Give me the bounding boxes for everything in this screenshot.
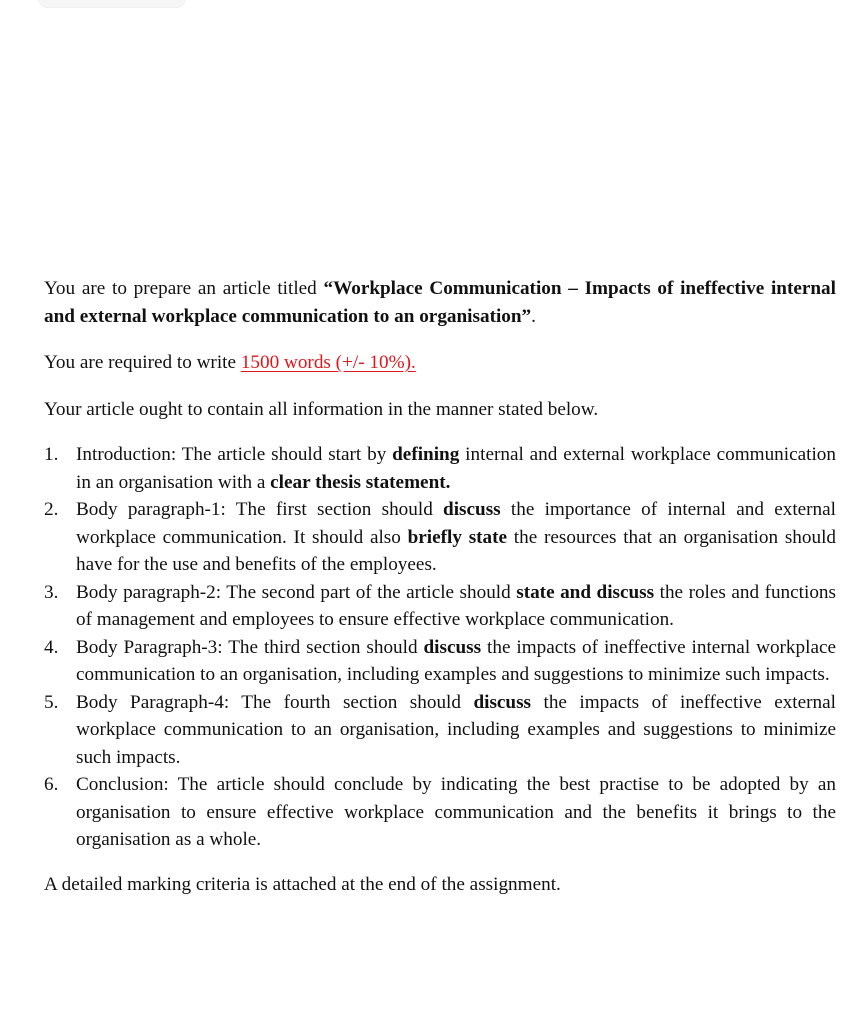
- list-item-text: the importance of internal and external workplace communication. It should also: [76, 499, 836, 548]
- list-item-number: 5.: [44, 691, 59, 713]
- word-count-link[interactable]: 1500 words (+/- 10%).: [240, 352, 416, 373]
- word-requirement-paragraph: [44, 349, 836, 377]
- list-item: [44, 441, 836, 496]
- section-list: [44, 441, 836, 854]
- list-item-text: Introduction: The article should start by: [76, 444, 393, 465]
- list-item-bold: discuss: [443, 499, 501, 520]
- list-item-number: 6.: [44, 774, 59, 795]
- article-title: “Workplace Communication – Impacts of ineffective internal and external workplace communication to an organisation”: [44, 278, 836, 327]
- list-item-text: the resources that an organisation should have for the use and benefits of the employees.: [76, 526, 836, 575]
- instruction-paragraph: Your article ought to contain all information in the manner stated below.: [44, 398, 599, 420]
- top-tab-fragment: [38, 0, 186, 8]
- list-item: [44, 634, 836, 689]
- list-item-text: the impacts of ineffective internal workplace communication to an organisation, including examples and suggestions to minimize such impacts.: [76, 636, 836, 685]
- list-item-number: 4.: [44, 636, 59, 658]
- article-intro-paragraph: [44, 275, 836, 330]
- list-item-bold: discuss: [423, 636, 482, 658]
- list-item-bold: discuss: [473, 691, 532, 713]
- intro-prefix: You are to prepare an article titled: [44, 278, 324, 299]
- assignment-document: [44, 275, 836, 898]
- list-item: [44, 689, 836, 772]
- list-item: [44, 771, 836, 854]
- list-item-text: Body paragraph-2: The second part of the article should: [76, 581, 517, 603]
- list-item-text: Body Paragraph-4: The fourth section should: [76, 691, 474, 713]
- closing-paragraph: A detailed marking criteria is attached at the end of the assignment.: [44, 873, 561, 895]
- list-item-text: Body paragraph-1: The first section should: [76, 499, 444, 520]
- list-item-number: 3.: [44, 581, 59, 603]
- list-item-text: Body Paragraph-3: The third section should: [76, 636, 424, 658]
- list-item-number: 1.: [44, 444, 59, 465]
- list-item-bold: state and discuss: [516, 581, 655, 603]
- list-item-text: the impacts of ineffective external workplace communication to an organisation, including examples and suggestions to minimize such impacts.: [76, 691, 836, 768]
- list-item-text: the roles and functions of management and employees to ensure effective workplace communication.: [76, 581, 836, 630]
- word-requirement-prefix: You are required to write: [44, 352, 241, 373]
- list-item-bold: briefly state: [407, 526, 508, 548]
- intro-suffix: .: [531, 305, 536, 327]
- list-item-number: 2.: [44, 499, 59, 520]
- list-item-text: Conclusion: The article should conclude by indicating the best practise to be adopted by an organisation to ensure effective workplace communication and the benefits it brings to the organisation as a whole.: [76, 774, 836, 850]
- list-item-bold: clear thesis statement.: [270, 471, 451, 493]
- list-item: [44, 579, 836, 634]
- list-item-text: internal and external workplace communication in an organisation with a: [76, 444, 836, 493]
- list-item-bold: defining: [392, 444, 460, 465]
- list-item: [44, 496, 836, 579]
